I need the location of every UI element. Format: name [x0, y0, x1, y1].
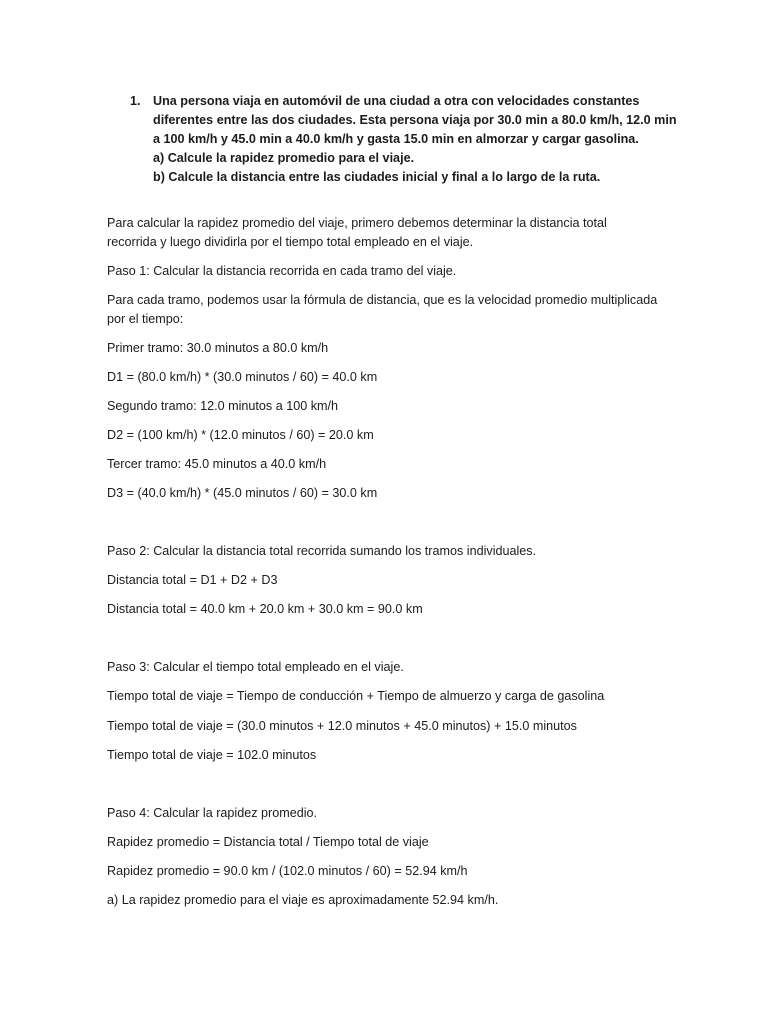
- intro-line-2: recorrida y luego dividirla por el tiempo total empleado en el viaje.: [107, 235, 474, 249]
- formula-line-2: por el tiempo:: [107, 312, 184, 326]
- average-speed-calculation: Rapidez promedio = 90.0 km / (102.0 minutos / 60) = 52.94 km/h: [107, 864, 468, 878]
- problem-statement: [130, 92, 690, 187]
- problem-body: [153, 92, 690, 187]
- step-1-heading: Paso 1: Calcular la distancia recorrida en cada tramo del viaje.: [107, 264, 457, 278]
- problem-number: 1.: [130, 94, 141, 108]
- step-2-heading: Paso 2: Calcular la distancia total recorrida sumando los tramos individuales.: [107, 544, 537, 558]
- distance-3: D3 = (40.0 km/h) * (45.0 minutos / 60) = 30.0 km: [107, 486, 378, 500]
- answer-a: a) La rapidez promedio para el viaje es aproximadamente 52.94 km/h.: [107, 893, 499, 907]
- total-distance-formula: Distancia total = D1 + D2 + D3: [107, 573, 278, 587]
- total-distance-result: Distancia total = 40.0 km + 20.0 km + 30.0 km = 90.0 km: [107, 602, 423, 616]
- problem-line: diferentes entre las dos ciudades. Esta persona viaja por 30.0 min a 80.0 km/h, 12.0 min: [153, 113, 677, 127]
- segment-3: Tercer tramo: 45.0 minutos a 40.0 km/h: [107, 457, 327, 471]
- total-time-formula: Tiempo total de viaje = Tiempo de conducción + Tiempo de almuerzo y carga de gasolina: [107, 689, 605, 703]
- segment-2: Segundo tramo: 12.0 minutos a 100 km/h: [107, 399, 339, 413]
- problem-question-b: b) Calcule la distancia entre las ciudades inicial y final a lo largo de la ruta.: [153, 170, 601, 184]
- formula-line-1: Para cada tramo, podemos usar la fórmula de distancia, que es la velocidad promedio multiplicada: [107, 293, 658, 307]
- problem-question-a: a) Calcule la rapidez promedio para el viaje.: [153, 151, 415, 165]
- step-4-heading: Paso 4: Calcular la rapidez promedio.: [107, 806, 318, 820]
- total-time-sum: Tiempo total de viaje = (30.0 minutos + 12.0 minutos + 45.0 minutos) + 15.0 minutos: [107, 719, 577, 733]
- problem-line: a 100 km/h y 45.0 min a 40.0 km/h y gasta 15.0 min en almorzar y cargar gasolina.: [153, 132, 639, 146]
- step-3-heading: Paso 3: Calcular el tiempo total empleado en el viaje.: [107, 660, 404, 674]
- total-time-result: Tiempo total de viaje = 102.0 minutos: [107, 748, 317, 762]
- distance-1: D1 = (80.0 km/h) * (30.0 minutos / 60) = 40.0 km: [107, 370, 378, 384]
- distance-2: D2 = (100 km/h) * (12.0 minutos / 60) = 20.0 km: [107, 428, 374, 442]
- intro-line-1: Para calcular la rapidez promedio del viaje, primero debemos determinar la distancia total: [107, 216, 607, 230]
- average-speed-formula: Rapidez promedio = Distancia total / Tiempo total de viaje: [107, 835, 429, 849]
- problem-line: Una persona viaja en automóvil de una ciudad a otra con velocidades constantes: [153, 94, 640, 108]
- segment-1: Primer tramo: 30.0 minutos a 80.0 km/h: [107, 341, 329, 355]
